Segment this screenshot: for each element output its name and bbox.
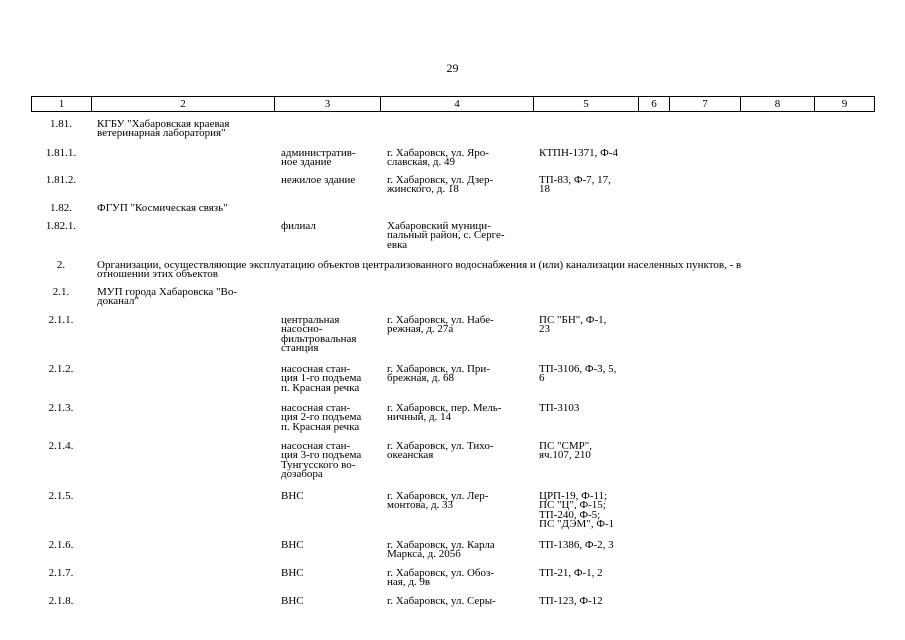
object-address: г. Хабаровск, ул. Яро- славская, д. 49 — [387, 147, 489, 169]
column-header-3: 3 — [275, 97, 381, 112]
power-supply: ТП-3103 — [539, 402, 580, 414]
row-number: 1.82. — [50, 202, 72, 214]
column-header-8: 8 — [741, 97, 815, 112]
object-address: г. Хабаровск, ул. Набе- режная, д. 27а — [387, 314, 494, 336]
row-number: 2. — [56, 259, 66, 271]
row-number: 2.1.1. — [48, 314, 74, 326]
power-supply: ПС "СМР", яч.107, 210 — [539, 440, 592, 462]
object-name: административ- ное здание — [281, 147, 356, 169]
power-supply: ТП-123, Ф-12 — [539, 595, 603, 607]
row-number: 1.82.1. — [45, 220, 77, 232]
object-address: г. Хабаровск, ул. Серы- — [387, 595, 496, 607]
column-header-6: 6 — [639, 97, 670, 112]
object-name: насосная стан- ция 2-го подъема п. Красная речка — [281, 402, 362, 433]
object-name: ВНС — [281, 567, 304, 579]
object-name: филиал — [281, 220, 316, 232]
row-number: 1.81. — [50, 118, 72, 130]
power-supply: КТПН-1371, Ф-4 — [539, 147, 618, 159]
row-number: 1.81.2. — [45, 174, 77, 186]
row-number: 2.1.6. — [48, 539, 74, 551]
column-header-1: 1 — [32, 97, 92, 112]
row-number: 2.1.4. — [48, 440, 74, 452]
power-supply: ЦРП-19, Ф-11; ПС "Ц", Ф-15; ТП-240, Ф-5; ПС "ДЭМ", Ф-1 — [539, 490, 615, 531]
object-address: г. Хабаровск, ул. Обоз- ная, д. 9в — [387, 567, 494, 589]
column-header-7: 7 — [670, 97, 741, 112]
column-header-row — [31, 96, 875, 112]
row-number: 1.81.1. — [45, 147, 77, 159]
section-heading: Организации, осуществляющие эксплуатацию объектов централизованного водоснабжения и (или) канализации населенных пунктов, - в отношении этих объектов — [97, 259, 742, 281]
organization-name: КГБУ "Хабаровская краевая ветеринарная лаборатория" — [97, 118, 230, 140]
object-address: Хабаровский муници- пальный район, с. Серге- евка — [387, 220, 505, 251]
object-name: насосная стан- ция 3-го подъема Тунгусского во- дозабора — [281, 440, 362, 481]
column-header-5: 5 — [534, 97, 639, 112]
column-header-4: 4 — [381, 97, 534, 112]
object-address: г. Хабаровск, ул. Дзер- жинского, д. 18 — [387, 174, 494, 196]
object-name: центральная насосно- фильтровальная станция — [281, 314, 357, 355]
object-address: г. Хабаровск, пер. Мель- ничный, д. 14 — [387, 402, 502, 424]
power-supply: ПС "БН", Ф-1, 23 — [539, 314, 607, 336]
page-number: 29 — [446, 61, 459, 75]
object-name: ВНС — [281, 595, 304, 607]
power-supply: ТП-83, Ф-7, 17, 18 — [539, 174, 611, 196]
row-number: 2.1.7. — [48, 567, 74, 579]
power-supply: ТП-21, Ф-1, 2 — [539, 567, 603, 579]
organization-name: МУП города Хабаровска "Во- доканал" — [97, 286, 238, 308]
object-address: г. Хабаровск, ул. Тихо- океанская — [387, 440, 494, 462]
object-name: ВНС — [281, 490, 304, 502]
organization-name: ФГУП "Космическая связь" — [97, 202, 228, 214]
row-number: 2.1.3. — [48, 402, 74, 414]
object-name: насосная стан- ция 1-го подъема п. Красная речка — [281, 363, 362, 394]
column-header-9: 9 — [815, 97, 875, 112]
power-supply: ТП-1386, Ф-2, 3 — [539, 539, 614, 551]
object-name: ВНС — [281, 539, 304, 551]
object-address: г. Хабаровск, ул. Лер- монтова, д. 33 — [387, 490, 489, 512]
object-name: нежилое здание — [281, 174, 356, 186]
row-number: 2.1. — [52, 286, 70, 298]
row-number: 2.1.8. — [48, 595, 74, 607]
power-supply: ТП-3106, Ф-3, 5, 6 — [539, 363, 617, 385]
object-address: г. Хабаровск, ул. При- брежная, д. 68 — [387, 363, 490, 385]
column-header-2: 2 — [92, 97, 275, 112]
row-number: 2.1.5. — [48, 490, 74, 502]
row-number: 2.1.2. — [48, 363, 74, 375]
object-address: г. Хабаровск, ул. Карла Маркса, д. 205б — [387, 539, 495, 561]
